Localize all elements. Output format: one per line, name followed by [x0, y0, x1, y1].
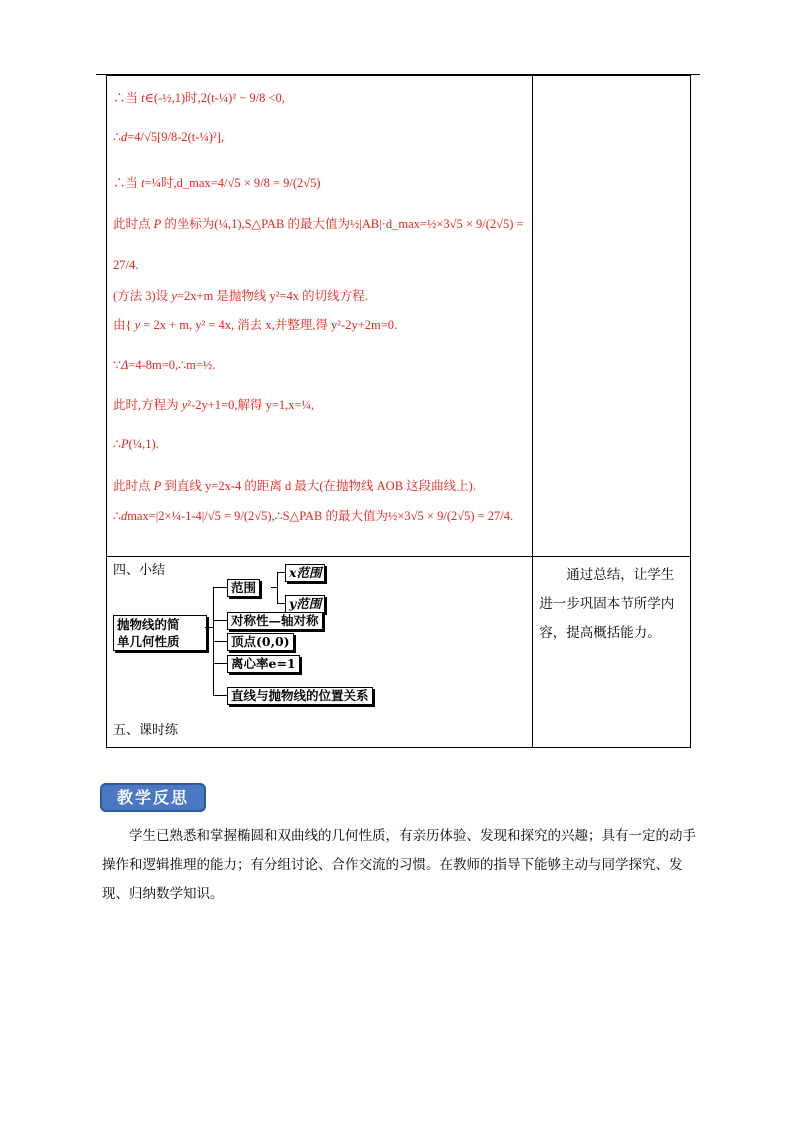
solution-line [113, 395, 314, 413]
solution-line-rest: =2x+m 是抛物线 y²=4x 的切线方程. [176, 289, 368, 303]
branch-symmetry [213, 620, 227, 621]
solution-line [113, 476, 476, 494]
solution-line [113, 436, 159, 452]
solution-line-var: P [153, 479, 162, 493]
x-range-box: x范围 [285, 564, 325, 582]
solution-line [113, 286, 368, 304]
solution-line [113, 315, 397, 333]
solution-line-var: y [181, 398, 188, 412]
summary-cell [107, 557, 533, 748]
solution-line-var: y [134, 318, 141, 332]
solution-line-prefix: (方法 3)设 [113, 289, 172, 303]
solution-line-prefix: ∴当 [113, 91, 142, 105]
root-line-1: 抛物线的简 [117, 617, 180, 632]
solution-line-rest: = 2x + m, y² = 4x, 消去 x,并整理,得 y²-2y+2m=0. [140, 318, 398, 332]
solution-line [113, 258, 138, 273]
solution-line-prefix: 由{ [113, 318, 135, 332]
solution-line-prefix: 此时点 [113, 217, 154, 231]
range-box: 范围 [227, 579, 260, 597]
solution-line-prefix: ∴ [113, 130, 121, 144]
solution-line-rest: ∈(-½,1)时,2(t-¼)² − 9/8 <0, [144, 91, 285, 105]
solution-cell [107, 76, 533, 557]
solution-line-var: P [153, 217, 162, 231]
solution-line [113, 129, 224, 145]
x-range-branch [277, 572, 285, 573]
solution-line-rest: =4/√5[9/8-2(t-¼)²], [127, 130, 225, 144]
summary-heading: 四、小结 [113, 563, 166, 578]
solution-line-var: d [120, 130, 128, 144]
diagram-root [113, 615, 207, 651]
solution-line-var: t [141, 91, 145, 105]
solution-line-rest: 到直线 y=2x-4 的距离 d 最大(在抛物线 AOB 这段曲线上). [161, 479, 476, 493]
solution-line-var: Δ [120, 358, 129, 372]
solution-line-rest: 27/4. [113, 258, 139, 272]
range-bracket [277, 572, 278, 604]
solution-line-rest: =4-8m=0,∴m=½. [128, 358, 216, 372]
solution-line-prefix: ∵ [113, 358, 121, 372]
branch-range [213, 587, 227, 588]
solution-line [113, 506, 513, 524]
side-note: 通过总结，让学生进一步巩固本节所学内容，提高概括能力。 [539, 567, 675, 641]
solution-line-var: P [120, 437, 129, 451]
branch-position [213, 695, 227, 696]
solution-line-var: d [120, 509, 128, 523]
symmetry-box: 对称性—轴对称 [227, 612, 323, 630]
solution-line-var: t [141, 176, 145, 190]
solution-line-rest: (¼,1). [128, 437, 159, 451]
solution-line [113, 357, 215, 373]
branch-vertex [213, 641, 227, 642]
reflection-badge: 教学反思 [100, 783, 206, 812]
solution-line [113, 214, 524, 232]
y-range-branch [277, 603, 285, 604]
solution-line-rest: =¼时,d_max=4/√5 × 9/8 = 9/(2√5) [144, 176, 321, 190]
lesson-table [106, 75, 691, 748]
y-range-box: y范围 [285, 595, 325, 613]
solution-line-prefix: ∴ [113, 437, 121, 451]
root-line-2: 单几何性质 [117, 634, 180, 649]
position-box: 直线与抛物线的位置关系 [227, 687, 373, 705]
solution-line-rest: 的坐标为(¼,1),S△PAB 的最大值为½|AB|·d_max=½×3√5 × 9/(2√5) = [161, 217, 524, 231]
solution-line-rest: max=|2×¼-1-4|/√5 = 9/(2√5),∴S△PAB 的最大值为½×3√5 × 9/(2√5) = 27/4. [127, 509, 514, 523]
solution-line [113, 173, 321, 191]
solution-line-prefix: 此时,方程为 [113, 398, 182, 412]
reflection-paragraph: 学生已熟悉和掌握椭圆和双曲线的几何性质，有亲历体验、发现和探究的兴趣；具有一定的动手操作和逻辑推理的能力；有分组讨论、合作交流的习惯。在教师的指导下能够主动与同学探究、发现、归纳数学知识。 [102, 828, 696, 902]
eccentricity-box: 离心率e=1 [227, 655, 300, 673]
solution-line-prefix: 此时点 [113, 479, 154, 493]
homework-heading: 五、课时练 [113, 723, 179, 738]
note-cell [533, 557, 691, 748]
root-connector [205, 627, 213, 628]
solution-line-prefix: ∴当 [113, 176, 142, 190]
solution-line-rest: ²-2y+1=0,解得 y=1,x=¼, [187, 398, 315, 412]
empty-note-cell [533, 76, 691, 557]
solution-line-var: y [171, 289, 177, 303]
solution-block [107, 76, 532, 556]
solution-line [113, 88, 285, 106]
branch-ecc [213, 663, 227, 664]
solution-line-prefix: ∴ [113, 509, 121, 523]
vertex-box: 顶点(0,0) [227, 633, 294, 651]
